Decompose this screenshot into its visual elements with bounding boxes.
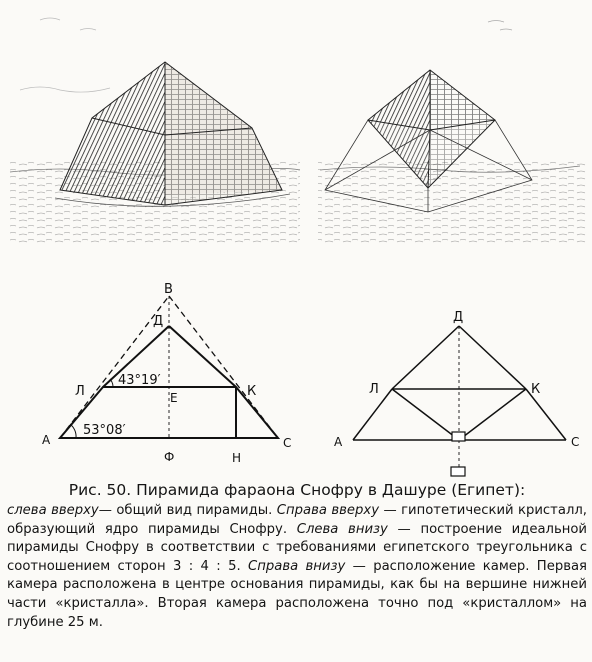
figure-caption [7,480,587,632]
label-d2: Д [453,310,464,325]
label-k2: К [531,382,541,397]
diagram-ideal-pyramid-construction [42,282,291,465]
label-e: Е [170,391,178,405]
label-a: А [42,433,51,447]
caption-part4-label: Справа внизу [248,558,346,574]
label-l2: Л [369,382,379,397]
label-d: Д [153,314,164,329]
caption-part1-text: — общий вид пирамиды. [98,503,277,518]
label-f: Ф [164,450,175,464]
angle-top-label: 43°19′ [118,373,161,388]
caption-body [7,502,587,632]
label-c2: С [571,435,580,449]
label-k: К [247,384,257,399]
label-l: Л [75,384,85,399]
second-chamber [451,467,465,476]
label-n: Н [232,451,242,465]
caption-part1-label: слева вверху [7,503,99,518]
label-c: С [283,436,292,450]
first-chamber [452,432,465,441]
caption-title: Рис. 50. Пирамида фараона Снофру в Дашуре (Египет): [68,481,526,499]
caption-part3-text: — построение идеальной пирамиды Снофру в соответствии с требованиями египетского треугольника с соотношением сторон 3 : 4 : 5. [7,521,588,574]
caption-part4-text: — расположение камер. Первая камера расположена в центре основания пирамиды, как бы на вершине нижней части «кристалла». Вторая камера расположена точно под «кристаллом» на глубине 25 м. [7,558,587,630]
angle-base-label: 53°08′ [83,423,126,438]
caption-part2-label: Справа вверху [276,503,380,518]
caption-part2-text: — гипотетический кристалл, образующий ядро пирамиды Снофру. [7,503,587,537]
label-a2: А [334,435,343,449]
illustration-pyramid-general-view [10,18,300,245]
caption-part3-label: Слева внизу [296,521,388,537]
illustration-crystal-core [318,21,586,246]
label-v: В [164,282,173,297]
diagram-chamber-locations [334,310,579,476]
